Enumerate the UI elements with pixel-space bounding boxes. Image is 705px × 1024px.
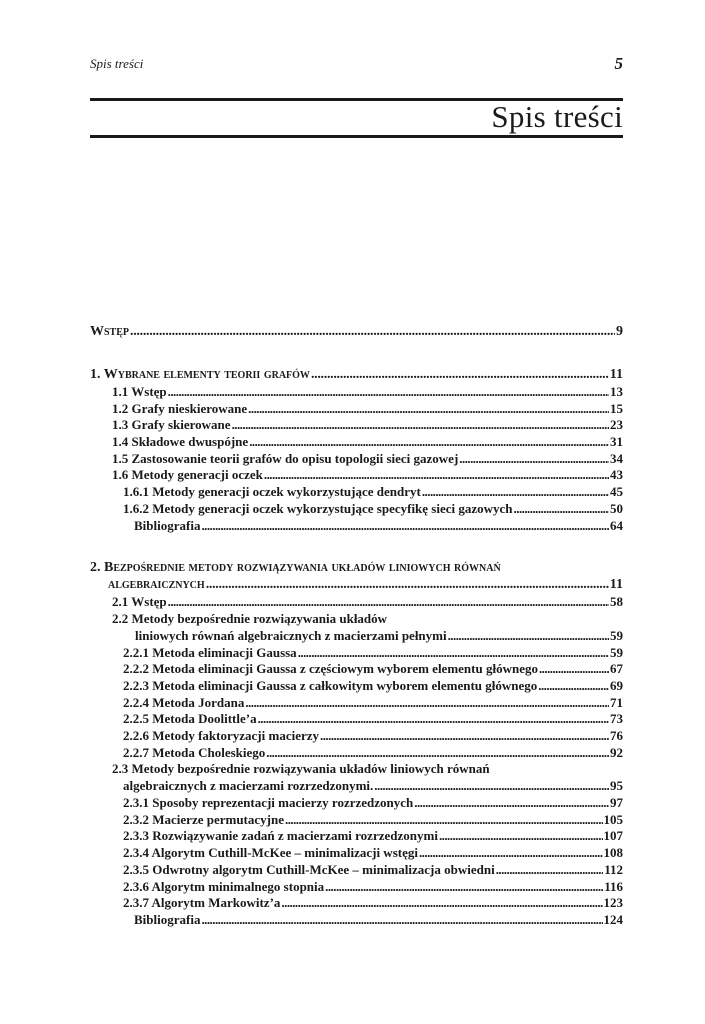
toc-entry-page: 107 [603,828,623,844]
toc-entry[interactable] [90,645,623,662]
toc-entry-title: 2.2.6 Metody faktoryzacji macierzy [123,728,320,743]
toc-entry-title: algebraicznych z macierzami rozrzedzonymi. [123,778,374,794]
toc-entry-page: 124 [603,911,623,927]
toc-entry-title: 2.3.6 Algorytm minimalnego stopnia [123,878,325,894]
toc-entry-page: 23 [610,417,623,433]
toc-entry-page: 92 [610,744,623,760]
toc-entry-page: 73 [610,711,623,727]
toc-entry-page: 34 [610,450,623,466]
toc-entry-chapter-2-line-2[interactable] [90,575,623,594]
running-head [90,56,623,76]
toc-entry-title: 2.2.5 Metoda Doolittle’a [123,711,257,727]
dot-leader [206,575,609,594]
toc-entry-title: 2.3.5 Odwrotny algorytm Cuthill-McKee – minimalizacja obwiedni [123,861,495,877]
toc-entry-title: 2.2.3 Metoda eliminacji Gaussa z całkowitym wyborem elementu głównego [123,677,538,693]
toc-entry-page: 45 [610,484,623,500]
table-of-contents [90,322,623,929]
toc-entry[interactable] [90,795,623,812]
toc-entry[interactable] [90,778,623,795]
toc-entry-title: 2.3.3 Rozwiązywanie zadań z macierzami rozrzedzonymi [123,828,438,844]
dot-leader [325,879,603,896]
toc-entry-title: Bibliografia [134,911,201,927]
toc-entry-title: 2.2.1 Metoda eliminacji Gaussa [123,644,297,660]
dot-leader [281,895,602,912]
dot-leader [168,384,609,401]
dot-leader [414,795,609,812]
toc-entry[interactable] [90,611,623,628]
toc-entry-title: 1.5 Zastosowanie teorii grafów do opisu topologii sieci gazowej [112,450,459,466]
toc-entry[interactable] [90,678,623,695]
toc-entry[interactable] [90,484,623,501]
dot-leader [249,434,609,451]
toc-entry-page: 15 [610,400,623,416]
toc-entry-title: 1.2 Grafy nieskierowane [112,400,248,416]
dot-leader [266,745,609,762]
toc-entry-title: 1. Wybrane elementy teorii grafów [90,367,310,382]
toc-entry[interactable] [90,745,623,762]
toc-entry[interactable] [90,761,623,778]
toc-entry-title: Bibliografia [134,517,201,533]
toc-entry[interactable] [90,451,623,468]
toc-entry-page: 69 [610,677,623,693]
toc-entry-chapter-1[interactable] [90,365,623,384]
toc-entry-page: 64 [610,517,623,533]
dot-leader [258,711,609,728]
toc-entry-title: 1.4 Składowe dwuspójne [112,434,249,450]
toc-entry-title: 1.6 Metody generacji oczek [112,467,263,483]
title-rule-bottom [90,135,623,138]
dot-leader [285,812,603,829]
toc-entry-page: 50 [610,500,623,516]
dot-leader [422,484,609,501]
toc-entry[interactable] [90,812,623,829]
dot-leader [201,518,609,535]
toc-entry[interactable] [90,401,623,418]
dot-leader [130,322,615,341]
toc-entry-title: 2.2 Metody bezpośrednie rozwiązywania układów [112,610,388,626]
toc-entry-title: 1.6.2 Metody generacji oczek wykorzystujące specyfikę sieci gazowych [123,500,513,516]
toc-entry-title: 2.3.4 Algorytm Cuthill-McKee – minimalizacji wstęgi [123,845,418,861]
toc-entry[interactable] [90,501,623,518]
dot-leader [538,678,609,695]
toc-entry-title: 2.3.2 Macierze permutacyjne [123,811,284,827]
toc-entry-page: 11 [609,367,623,382]
dot-leader [311,365,609,384]
toc-entry[interactable] [90,628,623,645]
toc-entry[interactable] [90,417,623,434]
toc-entry[interactable] [90,594,623,611]
dot-leader [514,501,609,518]
toc-entry[interactable] [90,711,623,728]
toc-entry[interactable] [90,434,623,451]
dot-leader [320,728,609,745]
page-number: 5 [614,54,623,73]
toc-entry[interactable] [90,879,623,896]
toc-entry[interactable] [90,661,623,678]
toc-entry-title: liniowych równań algebraicznych z macierzami pełnymi [135,627,447,643]
running-title: Spis treści [90,56,144,71]
toc-entry-title: algebraicznych [108,577,205,593]
dot-leader [248,401,609,418]
toc-entry-page: 9 [616,324,623,339]
toc-entry-page: 123 [603,895,623,911]
toc-entry-title: 2.2.4 Metoda Jordana [123,694,245,710]
toc-entry[interactable] [90,728,623,745]
toc-entry-title: 2.2.2 Metoda eliminacji Gaussa z częściowym wyborem elementu głównego [123,661,538,677]
chapter-title: Spis treści [491,99,623,134]
dot-leader [168,594,609,611]
toc-entry-title: 2. Bezpośrednie metody rozwiązywania układów liniowych równań [90,560,501,576]
toc-entry-title: 1.3 Grafy skierowane [112,417,231,433]
dot-leader [496,862,604,879]
dot-leader [419,845,603,862]
toc-entry-page: 13 [610,384,623,399]
dot-leader [374,778,609,795]
dot-leader [245,695,609,712]
toc-entry-chapter-2-line-1[interactable] [90,558,623,575]
toc-entry-bibliography[interactable] [90,912,623,929]
toc-entry-page: 116 [604,878,623,894]
toc-entry-title: 2.3 Metody bezpośrednie rozwiązywania układów liniowych równań [112,761,490,777]
toc-entry-title: Wstęp [90,324,130,339]
toc-entry-title: 1.1 Wstęp [112,384,167,399]
dot-leader [232,417,609,434]
dot-leader [264,467,609,484]
toc-entry[interactable] [90,828,623,845]
toc-entry-wstep[interactable] [90,322,623,341]
toc-entry-page: 105 [603,811,623,827]
toc-entry-page: 43 [610,467,623,483]
toc-entry-title: 2.3.1 Sposoby reprezentacji macierzy rozrzedzonych [123,795,414,811]
dot-leader [448,628,609,645]
dot-leader [439,828,603,845]
toc-entry-page: 59 [610,644,623,660]
toc-entry-bibliography[interactable] [90,518,623,535]
toc-entry-page: 31 [610,434,623,450]
toc-entry[interactable] [90,467,623,484]
toc-entry[interactable] [90,845,623,862]
toc-entry-page: 112 [604,861,623,877]
toc-entry[interactable] [90,895,623,912]
toc-entry[interactable] [90,862,623,879]
toc-entry-page: 108 [603,845,623,861]
dot-leader [298,645,609,662]
toc-entry-title: 2.3.7 Algorytm Markowitz’a [123,895,281,911]
toc-entry-page: 58 [610,594,623,610]
dot-leader [539,661,609,678]
dot-leader [201,912,602,929]
toc-entry-page: 67 [610,661,623,677]
toc-entry-page: 11 [609,577,623,593]
toc-entry-page: 76 [610,728,623,743]
toc-entry-title: 2.1 Wstęp [112,594,167,610]
toc-entry-page: 59 [610,627,623,643]
toc-entry-page: 71 [610,694,623,710]
toc-entry[interactable] [90,695,623,712]
dot-leader [459,451,609,468]
toc-entry-page: 97 [610,795,623,811]
toc-entry-title: 1.6.1 Metody generacji oczek wykorzystujące dendryt [123,484,421,500]
toc-entry-title: 2.2.7 Metoda Choleskiego [123,744,266,760]
toc-entry[interactable] [90,384,623,401]
toc-entry-page: 95 [610,778,623,794]
